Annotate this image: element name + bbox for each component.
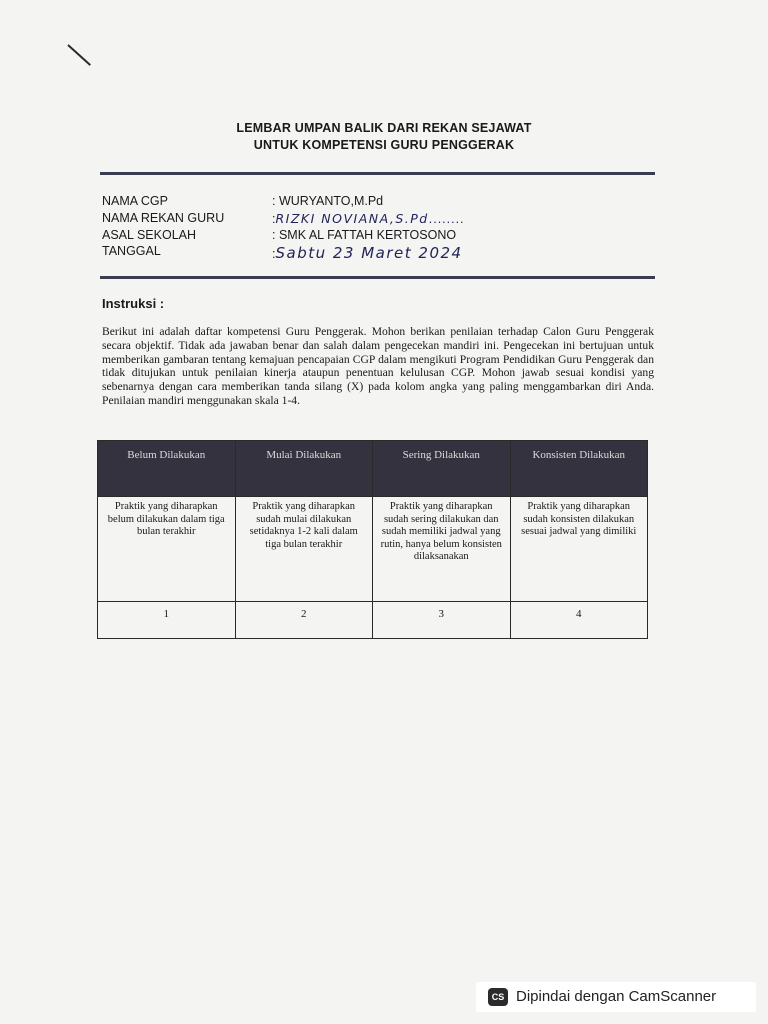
field-label: NAMA CGP xyxy=(102,194,168,208)
pen-stroke-mark xyxy=(67,44,91,66)
table-row xyxy=(98,602,648,639)
table-row xyxy=(98,497,648,602)
header-belum: Belum Dilakukan xyxy=(98,441,236,497)
description-cell: Praktik yang diharapkan belum dilakukan dalam tiga bulan terakhir xyxy=(98,497,236,602)
instruction-text: Berikut ini adalah daftar kompetensi Guru Penggerak. Mohon berikan penilaian terhadap Calon Guru Penggerak secara objektif. Tidak ada jawaban benar dan salah dalam pengecekan mandiri ini. Pengecekan ini bertujuan untuk memberikan gambaran tentang kemajuan pencapaian CGP dalam mengikuti Program Pendidikan Guru Penggerak dan tidak ditujukan untuk penilaian kinerja ataupun penentuan kelulusan CGP. Mohon jawab sesuai kondisi yang sebenarnya dengan cara memberikan tanda silang (X) pada kolom angka yang paling menggambarkan diri Anda. Penilaian mandiri menggunakan skala 1-4. xyxy=(102,325,654,407)
bottom-divider xyxy=(100,276,655,279)
description-cell: Praktik yang diharapkan sudah konsisten dilakukan sesuai jadwal yang dimiliki xyxy=(510,497,648,602)
rating-scale-table xyxy=(97,440,648,639)
field-value-handwritten: :RIZKI NOVIANA,S.Pd........ xyxy=(272,211,465,226)
title-line-1: LEMBAR UMPAN BALIK DARI REKAN SEJAWAT xyxy=(236,121,532,135)
handwritten-date: Sabtu 23 Maret 2024 xyxy=(275,244,463,262)
camscanner-text: Dipindai dengan CamScanner xyxy=(516,988,717,1005)
scale-number-cell: 1 xyxy=(98,602,236,639)
document-title xyxy=(0,120,768,154)
handwritten-name: RIZKI NOVIANA,S.Pd xyxy=(275,211,429,226)
scale-number-cell: 4 xyxy=(510,602,648,639)
description-cell: Praktik yang diharapkan sudah mulai dilakukan setidaknya 1-2 kali dalam tiga bulan terakhir xyxy=(235,497,373,602)
camscanner-badge xyxy=(476,982,756,1012)
field-value-handwritten: :Sabtu 23 Maret 2024 xyxy=(272,244,463,262)
top-divider xyxy=(100,172,655,175)
title-line-2: UNTUK KOMPETENSI GURU PENGGERAK xyxy=(253,138,515,152)
camscanner-logo-icon: CS xyxy=(488,988,508,1006)
scale-number-cell: 3 xyxy=(373,602,511,639)
dotted-line: ........ xyxy=(428,212,465,226)
header-mulai: Mulai Dilakukan xyxy=(235,441,373,497)
instruction-heading: Instruksi : xyxy=(102,296,165,311)
scale-number-cell: 2 xyxy=(235,602,373,639)
header-sering: Sering Dilakukan xyxy=(373,441,511,497)
description-cell: Praktik yang diharapkan sudah sering dilakukan dan sudah memiliki jadwal yang rutin, hanya belum konsisten dilaksanakan xyxy=(373,497,511,602)
table-header-row xyxy=(98,441,648,497)
field-value: : SMK AL FATTAH KERTOSONO xyxy=(272,228,457,242)
field-label: NAMA REKAN GURU xyxy=(102,211,225,225)
field-label: TANGGAL xyxy=(102,244,161,258)
header-konsisten: Konsisten Dilakukan xyxy=(510,441,648,497)
field-label: ASAL SEKOLAH xyxy=(102,228,197,242)
field-value: : WURYANTO,M.Pd xyxy=(272,194,384,208)
